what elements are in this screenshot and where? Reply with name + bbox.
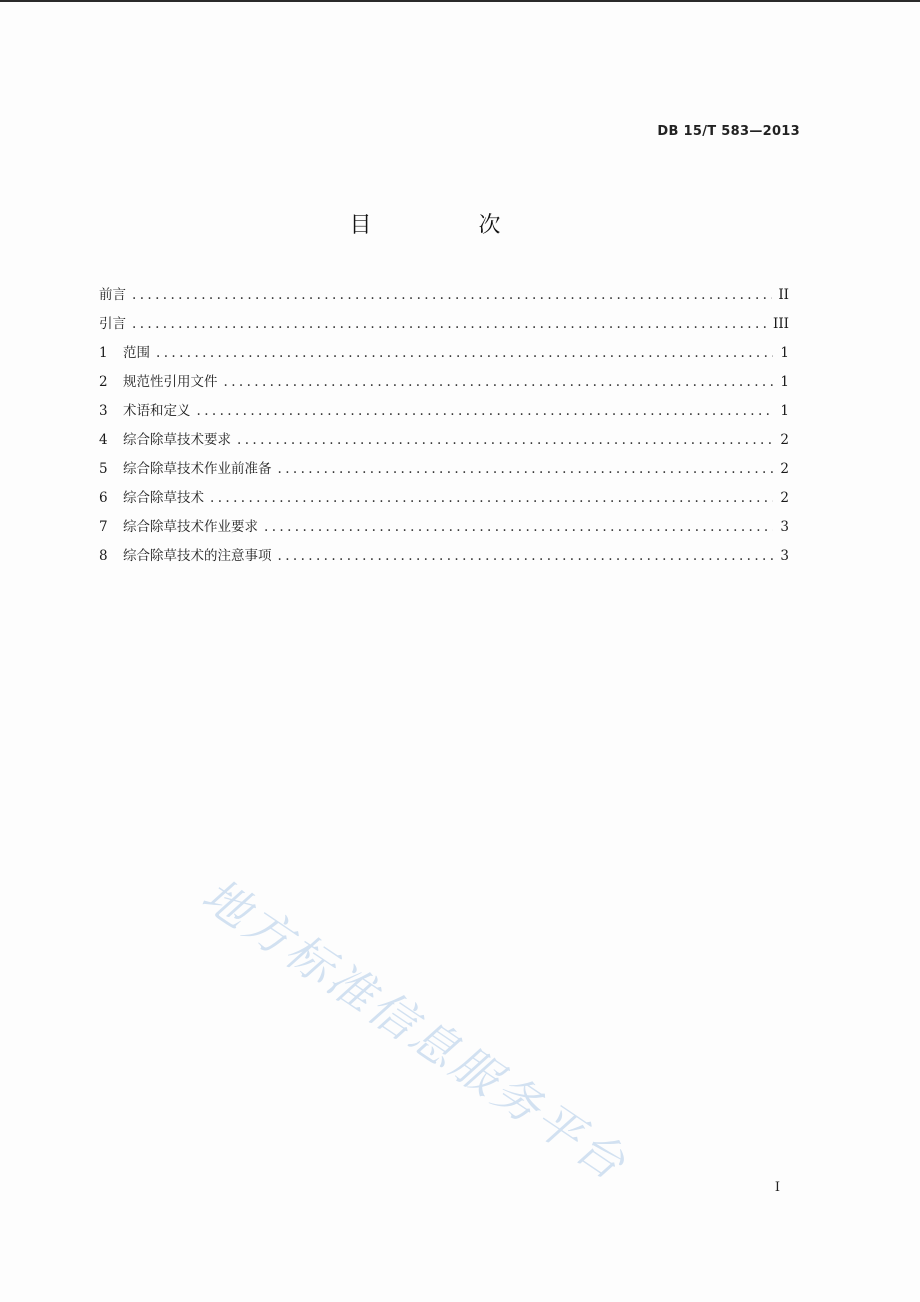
toc-leader-dots — [278, 548, 774, 564]
toc-entry-introduction[interactable] — [99, 312, 789, 341]
toc-entry-scope[interactable] — [99, 341, 789, 370]
toc-entry-terms-definitions[interactable] — [99, 399, 789, 428]
toc-leader-dots — [156, 345, 773, 361]
toc-entry-page: III — [773, 316, 789, 332]
toc-entry-label: 规范性引用文件 — [123, 374, 218, 390]
standard-code: DB 15/T 583—2013 — [657, 124, 800, 139]
toc-entry-operation-requirements[interactable] — [99, 515, 789, 544]
toc-leader-dots — [132, 316, 767, 332]
top-border-rule — [0, 0, 920, 2]
toc-entry-precautions[interactable] — [99, 544, 789, 573]
toc-entry-page: 2 — [780, 490, 789, 506]
toc-entry-label: 综合除草技术的注意事项 — [123, 548, 272, 564]
page-number: I — [774, 1180, 780, 1195]
toc-leader-dots — [132, 287, 772, 303]
toc-entry-label: 综合除草技术作业要求 — [123, 519, 258, 535]
toc-entry-number: 4 — [99, 432, 108, 448]
toc-leader-dots — [210, 490, 773, 506]
toc-entry-weeding-technique[interactable] — [99, 486, 789, 515]
toc-entry-page: 1 — [780, 345, 789, 361]
toc-entry-page: 2 — [780, 461, 789, 477]
toc-leader-dots — [197, 403, 774, 419]
toc-entry-number: 1 — [99, 345, 108, 361]
toc-leader-dots — [237, 432, 773, 448]
toc-entry-label: 综合除草技术作业前准备 — [123, 461, 272, 477]
toc-entry-page: 3 — [780, 519, 789, 535]
toc-entry-label: 范围 — [123, 345, 150, 361]
toc-entry-number: 7 — [99, 519, 108, 535]
toc-entry-label: 引言 — [99, 316, 126, 332]
toc-title: 目 次 — [349, 213, 551, 238]
toc-entry-page: 1 — [780, 374, 789, 390]
toc-entry-label: 综合除草技术要求 — [123, 432, 231, 448]
toc-entry-foreword[interactable] — [99, 283, 789, 312]
toc-entry-normative-references[interactable] — [99, 370, 789, 399]
toc-entry-page: II — [778, 287, 789, 303]
watermark-text: 地方标准信息服务平台 — [192, 867, 638, 1192]
toc-entry-number: 6 — [99, 490, 108, 506]
table-of-contents — [99, 283, 789, 573]
toc-entry-label: 前言 — [99, 287, 126, 303]
toc-entry-label: 综合除草技术 — [123, 490, 204, 506]
toc-leader-dots — [278, 461, 774, 477]
toc-leader-dots — [224, 374, 774, 390]
toc-entry-page: 2 — [780, 432, 789, 448]
toc-entry-weeding-requirements[interactable] — [99, 428, 789, 457]
toc-entry-number: 3 — [99, 403, 108, 419]
toc-entry-pre-operation-prep[interactable] — [99, 457, 789, 486]
toc-entry-label: 术语和定义 — [123, 403, 191, 419]
toc-leader-dots — [264, 519, 773, 535]
toc-entry-page: 1 — [780, 403, 789, 419]
toc-entry-page: 3 — [780, 548, 789, 564]
toc-entry-number: 8 — [99, 548, 108, 564]
toc-entry-number: 2 — [99, 374, 108, 390]
toc-entry-number: 5 — [99, 461, 108, 477]
